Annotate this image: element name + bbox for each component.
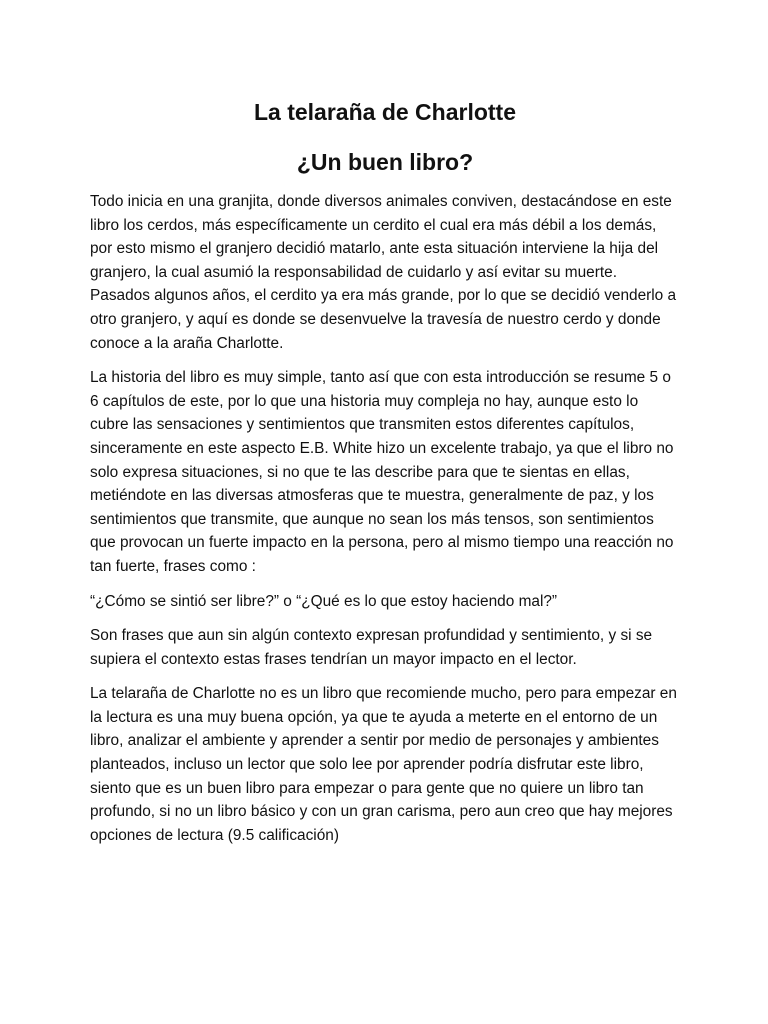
paragraph-context: Son frases que aun sin algún contexto expresan profundidad y sentimiento, y si se supiera el contexto estas frases tendrían un mayor impacto en el lector.: [90, 627, 653, 668]
paragraph-quotes: “¿Cómo se sintió ser libre?” o “¿Qué es lo que estoy haciendo mal?”: [90, 592, 558, 610]
document-subtitle: ¿Un buen libro?: [296, 149, 474, 175]
document-title: La telaraña de Charlotte: [253, 99, 517, 125]
paragraph-story: La historia del libro es muy simple, tanto así que con esta introducción se resume 5 o 6 capítulos de este, por lo que una historia muy compleja no hay, aunque esto lo cubre las sensaciones y sentimientos que transmiten estos diferentes capítulos, sinceramente en este aspecto E.B. White hizo un excelente trabajo, ya que el libro no solo expresa situaciones, si no que te las describe para que te sientas en ellas, metiéndote en las diversas atmosferas que te muestra, generalmente de paz, y los sentimientos que transmite, que aunque no sean los más tensos, son sentimientos que provocan un fuerte impacto en la persona, pero al mismo tiempo una reacción no tan fuerte, frases como :: [90, 369, 674, 575]
paragraph-conclusion: La telaraña de Charlotte no es un libro que recomiende mucho, pero para empezar en la lectura es una muy buena opción, ya que te ayuda a meterte en el entorno de un libro, analizar el ambiente y aprender a sentir por medio de personajes y ambientes planteados, incluso un lector que solo lee por aprender podría disfrutar este libro, siento que es un buen libro para empezar o para gente que no quiere un libro tan profundo, si no un libro básico y con un gran carisma, pero aun creo que hay mejores opciones de lectura (9.5 calificación): [90, 685, 677, 844]
paragraph-intro: Todo inicia en una granjita, donde diversos animales conviven, destacándose en este libro los cerdos, más específicamente un cerdito el cual era más débil a los demás, por esto mismo el granjero decidió matarlo, ante esta situación interviene la hija del granjero, la cual asumió la responsabilidad de cuidarlo y así evitar su muerte. Pasados algunos años, el cerdito ya era más grande, por lo que se decidió venderlo a otro granjero, y aquí es donde se desenvuelve la travesía de nuestro cerdo y donde conoce a la araña Charlotte.: [90, 193, 677, 352]
